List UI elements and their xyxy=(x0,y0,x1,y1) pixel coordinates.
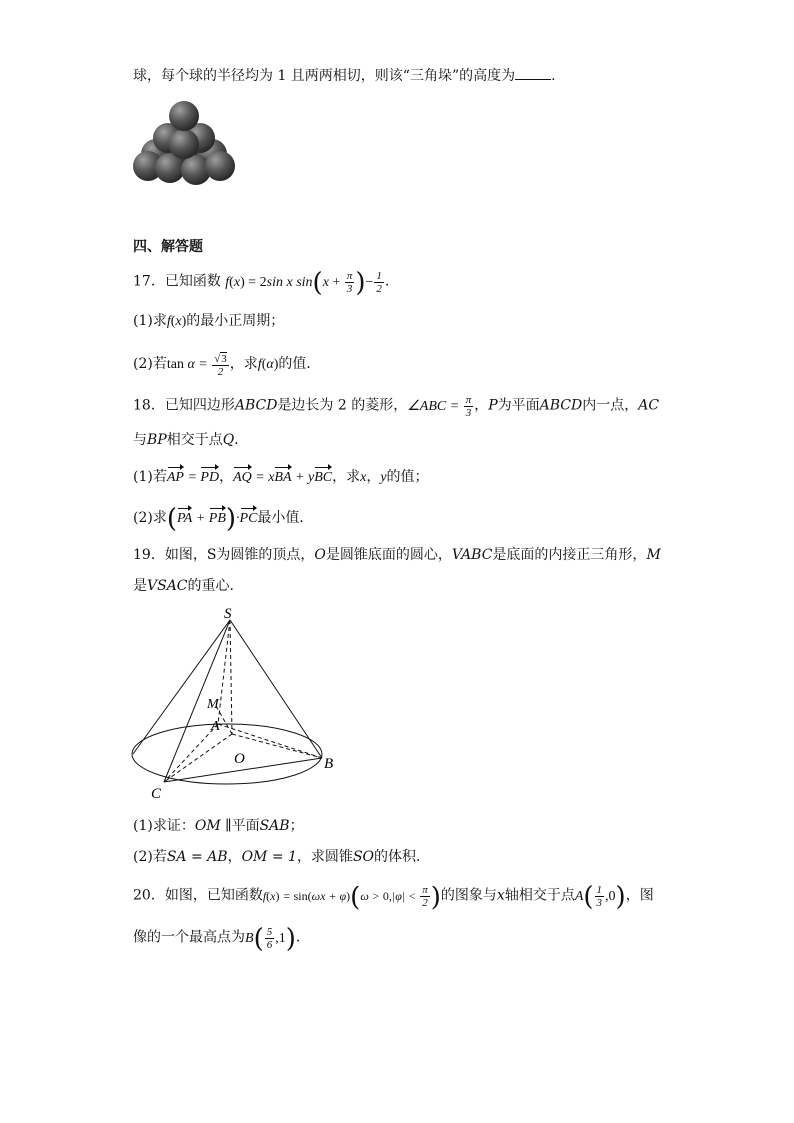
q18-stem-line2 xyxy=(133,430,248,450)
q20-stem-b: 的图象与 xyxy=(440,887,497,904)
q19-part1-a: 求证： xyxy=(152,818,195,834)
q17-part2-mid: ，求 xyxy=(229,356,258,373)
q20-function: f(x) = sin(ωx + φ)(ω > 0,|φ| < $\frac{\pi}{2}$ ) xyxy=(262,881,441,912)
q18-part1-c: ，求 xyxy=(332,469,361,485)
q19-line2-a: 是 xyxy=(133,578,147,594)
q18-part2-a: 求 xyxy=(152,510,167,526)
q18-part1-a: 若 xyxy=(152,469,167,485)
q18-stem xyxy=(133,394,659,419)
q19-abc: VABC xyxy=(451,547,493,563)
q18-number: 18． xyxy=(133,397,165,414)
q19-part2-label: (2) xyxy=(133,849,153,865)
q20-point-b: B( $\frac{5}{6}$ ,1) xyxy=(245,923,296,954)
q17-stem-text: 已知函数 xyxy=(164,273,221,290)
q16-tail-text: 球，每个球的半径均为 1 且两两相切，则该“三角垛”的高度为 xyxy=(133,68,516,84)
q18-part1-label: (1) xyxy=(133,469,153,485)
q18-stem-b: 是边长为 2 的菱形， xyxy=(277,397,408,414)
q19-part2-a: 若 xyxy=(152,849,167,865)
q19-part1 xyxy=(133,816,304,836)
q19-part2-c: ， xyxy=(227,849,242,865)
sphere-pyramid-figure xyxy=(128,96,240,192)
q19-part2-om: OM = 1 xyxy=(241,849,297,865)
q20-stem-a: 如图，已知函数 xyxy=(164,887,263,904)
q19-part2 xyxy=(133,847,430,867)
q17-part1-label: (1) xyxy=(133,313,153,329)
q19-number: 19． xyxy=(133,547,165,563)
q19-part2-so: SO xyxy=(352,849,375,865)
q18-line2-c: ． xyxy=(234,432,249,448)
edge-sc xyxy=(164,620,230,782)
q18-p: P xyxy=(488,397,498,414)
label-S: S xyxy=(224,606,232,622)
q18-part2 xyxy=(133,503,314,534)
q18-part1-b: ， xyxy=(219,469,234,485)
q19-part2-sa-ab: SA = AB xyxy=(166,849,228,865)
label-O: O xyxy=(234,751,245,767)
sphere-top xyxy=(169,101,199,131)
q17-part2-falpha: f(α) xyxy=(257,357,279,373)
q19-line2-b: 的重心． xyxy=(187,578,244,594)
q17-part2-text: 若 xyxy=(152,356,167,373)
q18-line2-a: 与 xyxy=(133,432,147,448)
q19-m: M xyxy=(646,547,661,563)
q19-part2-e: ，求圆锥 xyxy=(296,849,353,865)
label-B: B xyxy=(324,756,334,772)
cone-base-ellipse xyxy=(132,724,322,784)
q16-tail-period: . xyxy=(551,68,556,84)
q17-stem: 17．已知函数 f(x) = 2sin x sin(x + $\frac{\pi}{3}$ )− $\frac{1}{2}$ . xyxy=(133,267,390,298)
q19-stem-b: 是圆锥底面的圆心， xyxy=(325,547,452,563)
q20-x: x xyxy=(496,887,505,904)
q20-point-a: A( $\frac{1}{3}$ ,0) xyxy=(574,881,626,912)
q19-part1-om: OM xyxy=(194,818,221,834)
label-M: M xyxy=(207,697,219,712)
q17-part2 xyxy=(133,352,320,378)
sphere-layer-middle-front xyxy=(169,129,199,159)
q19-part1-c: ∥平面 xyxy=(220,818,260,834)
q17-part2-label: (2) xyxy=(133,356,153,373)
q18-q: Q xyxy=(222,432,235,448)
q18-part1-d: 的值； xyxy=(386,469,429,485)
q19-part1-e: ； xyxy=(289,818,304,834)
q17-part2-tan: tan α = $\frac{√3}{2}$ xyxy=(166,353,227,378)
label-A: A xyxy=(211,719,220,734)
q17-number: 17． xyxy=(133,273,165,290)
q19-stem-a: 如图，S为圆锥的顶点， xyxy=(164,547,315,563)
q20-stem-d: ，图 xyxy=(625,887,654,904)
q18-stem-c: ， xyxy=(474,397,489,414)
edge-ac xyxy=(164,724,218,782)
q18-xy: x，y xyxy=(360,470,387,485)
q16-tail-line xyxy=(133,66,556,86)
q20-line2-b: ． xyxy=(295,929,310,946)
q19-stem xyxy=(133,545,661,565)
label-C: C xyxy=(151,786,162,802)
q17-function-formula: f(x) = 2sin x sin(x + $\frac{\pi}{3}$ )− $\frac{1}{2}$ xyxy=(225,267,382,298)
q18-bp: BP xyxy=(147,432,167,448)
q18-part2-b: 最小值． xyxy=(257,510,314,526)
q19-o: O xyxy=(314,547,326,563)
cone-figure xyxy=(128,606,348,802)
cone-edge-right xyxy=(230,620,322,758)
q18-abcd-2: ABCD xyxy=(539,397,583,414)
q18-vector-eq1: AP = PD xyxy=(167,470,219,485)
q19-part1-label: (1) xyxy=(133,818,153,834)
q18-part1 xyxy=(133,467,429,488)
q17-part1-fx: f(x) xyxy=(166,314,187,329)
q18-dot-product: (PA + PB)·PC xyxy=(166,503,258,534)
q18-abcd: ABCD xyxy=(234,397,278,414)
q20-line2-a: 像的一个最高点为 xyxy=(133,929,245,946)
q20-stem-line2 xyxy=(133,923,310,954)
q18-angle: ∠ABC = $\frac{\pi}{3}$ xyxy=(407,394,472,419)
q19-stem-c: 是底面的内接正三角形， xyxy=(492,547,647,563)
q20-number: 20． xyxy=(133,887,165,904)
q19-part2-g: 的体积． xyxy=(374,849,431,865)
edge-so xyxy=(230,620,232,734)
q18-ac: AC xyxy=(638,397,660,414)
q18-line2-b: 相交于点 xyxy=(166,432,223,448)
q19-sac: VSAC xyxy=(147,578,188,594)
q17-part1 xyxy=(133,311,284,332)
q20-stem-c: 轴相交于点 xyxy=(504,887,575,904)
q17-part2-tail: 的值． xyxy=(278,356,321,373)
q17-part1-text: 求 xyxy=(152,313,167,329)
q19-part1-sab: SAB xyxy=(259,818,290,834)
q20-stem xyxy=(133,881,654,912)
q18-stem-d: 为平面 xyxy=(497,397,540,414)
section-heading: 四、解答题 xyxy=(133,239,203,255)
answer-blank xyxy=(515,67,551,80)
q19-stem-line2 xyxy=(133,576,244,596)
q18-part2-label: (2) xyxy=(133,510,153,526)
q18-vector-eq2: AQ = xBA + yBC xyxy=(233,470,332,485)
q17-part1-tail: 的最小正周期； xyxy=(186,313,285,329)
q18-stem-e: 内一点， xyxy=(582,397,639,414)
q18-stem-a: 已知四边形 xyxy=(164,397,235,414)
